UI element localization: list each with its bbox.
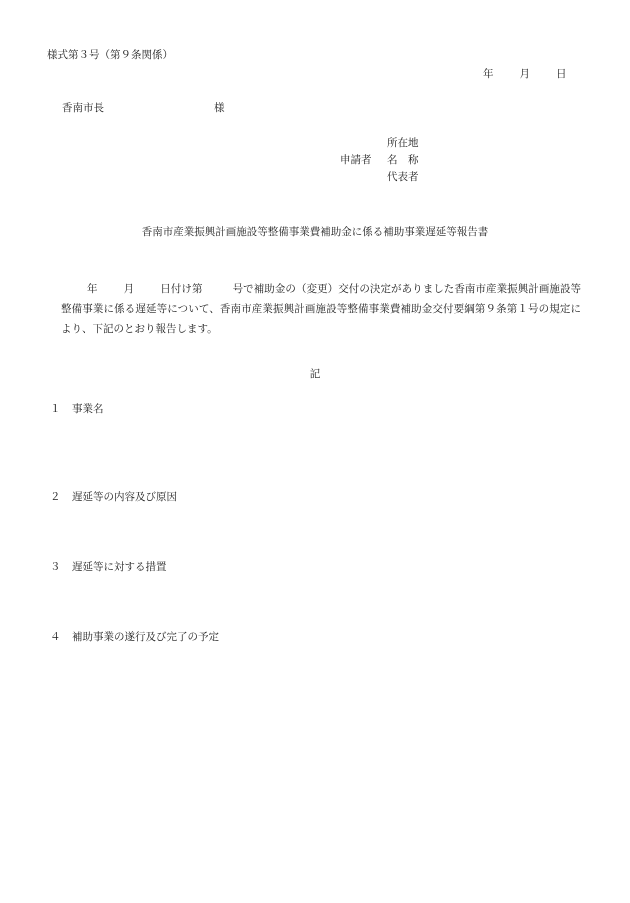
date-month: 月 (519, 68, 530, 80)
applicant-name-label: 名 称 (387, 154, 419, 166)
body-main-text: 号で補助金の（変更）交付の決定がありました香南市産業振興計画施設等整備事業に係る遅延等について、香南市産業振興計画施設等整備事業費補助金交付要綱第９条第１号の規定により、下記のとおり報告します。 (61, 283, 582, 335)
item-delay-measures (50, 562, 167, 573)
applicant-representative-label: 代表者 (387, 171, 419, 183)
addressee-name: 香南市長 (62, 102, 104, 114)
item-delay-details (50, 492, 177, 503)
body-month: 月 (123, 283, 135, 295)
ki-heading: 記 (309, 368, 321, 380)
addressee (62, 103, 225, 114)
item-label: 補助事業の遂行及び完了の予定 (72, 631, 219, 643)
applicant-address-label: 所在地 (387, 137, 419, 149)
applicant-label: 申請者 (340, 154, 372, 166)
item-number: ４ (50, 631, 61, 643)
date-day: 日 (556, 68, 567, 80)
date-year: 年 (483, 68, 494, 80)
item-number: ３ (50, 561, 61, 573)
item-label: 事業名 (72, 403, 104, 415)
body-year: 年 (87, 283, 98, 295)
item-completion-schedule (50, 632, 219, 643)
form-number: 様式第３号（第９条関係） (47, 49, 173, 61)
body-day-ref: 日付け第 (160, 283, 203, 295)
item-label: 遅延等に対する措置 (72, 561, 167, 573)
addressee-honorific: 様 (214, 102, 225, 114)
item-number: １ (50, 403, 61, 415)
document-title: 香南市産業振興計画施設等整備事業費補助金に係る補助事業遅延等報告書 (141, 226, 489, 238)
date-line (483, 69, 567, 80)
document-body (61, 279, 581, 339)
item-label: 遅延等の内容及び原因 (72, 491, 177, 503)
item-number: ２ (50, 491, 61, 503)
item-business-name (50, 404, 104, 415)
